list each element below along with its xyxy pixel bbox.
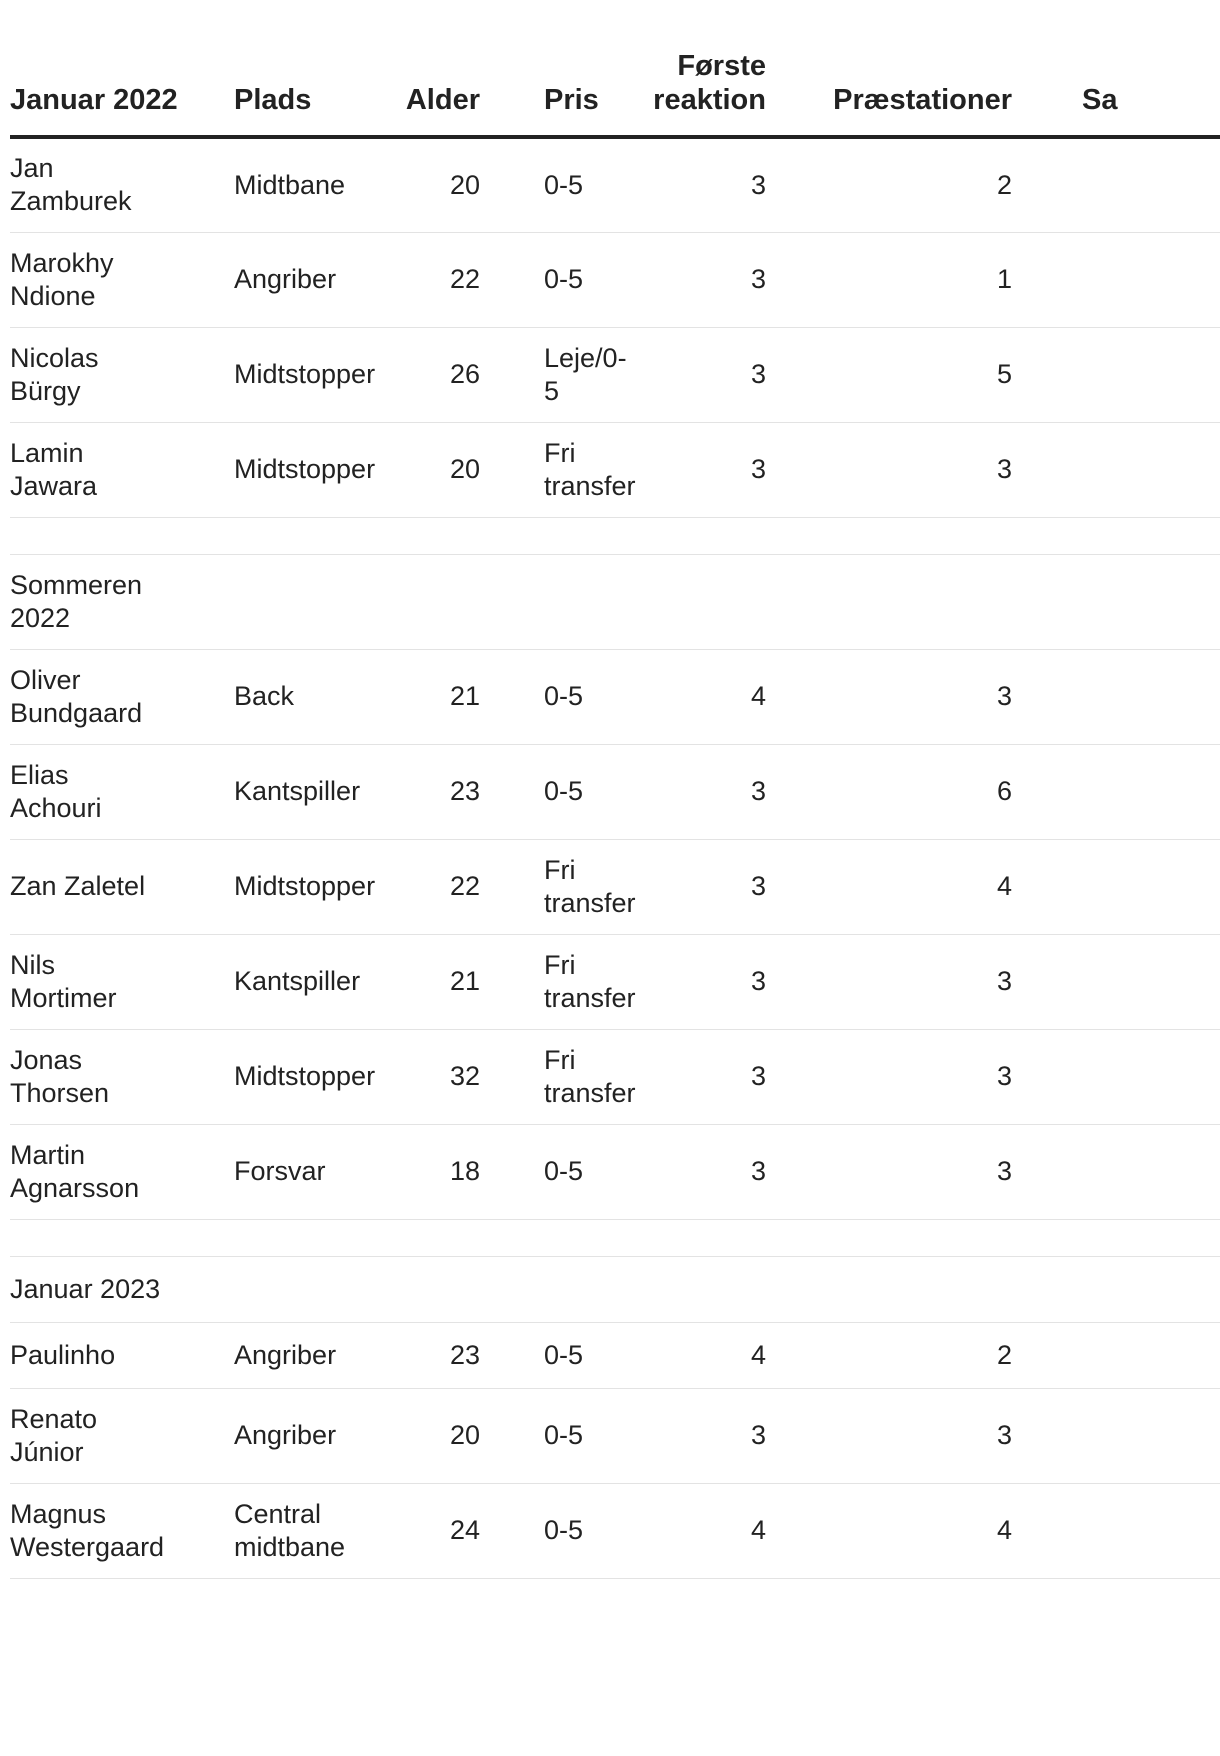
player-name: Jan Zamburek — [10, 137, 234, 232]
header-truncated[interactable]: Sa — [1017, 0, 1220, 137]
first-reaction: 4 — [590, 1322, 766, 1388]
header-forste-reaktion[interactable]: Første reaktion — [590, 0, 766, 137]
group-label: Sommeren 2022 — [10, 554, 234, 649]
first-reaction: 3 — [590, 422, 766, 517]
performance: 4 — [766, 1483, 1017, 1578]
player-name: Elias Achouri — [10, 744, 234, 839]
first-reaction: 3 — [590, 1124, 766, 1219]
header-pris[interactable]: Pris — [484, 0, 590, 137]
truncated-cell — [1017, 1388, 1220, 1483]
table-row[interactable] — [10, 1322, 1220, 1388]
first-reaction: 3 — [590, 1388, 766, 1483]
player-name: Oliver Bundgaard — [10, 649, 234, 744]
header-plads[interactable]: Plads — [234, 0, 384, 137]
table-row[interactable] — [10, 1483, 1220, 1578]
truncated-cell — [1017, 934, 1220, 1029]
player-age: 22 — [384, 839, 484, 934]
truncated-cell — [1017, 422, 1220, 517]
table-header-row — [10, 0, 1220, 137]
group-empty-cell — [484, 554, 590, 649]
truncated-cell — [1017, 327, 1220, 422]
player-price: 0-5 — [484, 744, 590, 839]
truncated-cell — [1017, 137, 1220, 232]
group-spacer-row — [10, 1219, 1220, 1256]
player-price: 0-5 — [484, 649, 590, 744]
truncated-cell — [1017, 1322, 1220, 1388]
header-praestationer[interactable]: Præstationer — [766, 0, 1017, 137]
table-row[interactable] — [10, 839, 1220, 934]
transfer-table — [10, 0, 1220, 1579]
truncated-cell — [1017, 1029, 1220, 1124]
player-position: Midtstopper — [234, 839, 384, 934]
table-row[interactable] — [10, 422, 1220, 517]
player-price: 0-5 — [484, 1388, 590, 1483]
player-position: Midtstopper — [234, 327, 384, 422]
group-empty-cell — [384, 1256, 484, 1322]
player-age: 24 — [384, 1483, 484, 1578]
header-januar-2022[interactable]: Januar 2022 — [10, 0, 234, 137]
performance: 3 — [766, 1124, 1017, 1219]
group-header-row — [10, 1256, 1220, 1322]
performance: 4 — [766, 839, 1017, 934]
player-age: 20 — [384, 137, 484, 232]
player-name: Zan Zaletel — [10, 839, 234, 934]
first-reaction: 3 — [590, 327, 766, 422]
player-name: Nils Mortimer — [10, 934, 234, 1029]
player-position: Forsvar — [234, 1124, 384, 1219]
group-spacer-cell — [10, 1219, 1220, 1256]
player-age: 22 — [384, 232, 484, 327]
group-spacer-row — [10, 517, 1220, 554]
player-position: Midtstopper — [234, 422, 384, 517]
player-price: 0-5 — [484, 1322, 590, 1388]
group-label: Januar 2023 — [10, 1256, 234, 1322]
first-reaction: 3 — [590, 137, 766, 232]
group-empty-cell — [766, 1256, 1017, 1322]
player-name: Martin Agnarsson — [10, 1124, 234, 1219]
player-position: Central midtbane — [234, 1483, 384, 1578]
group-empty-cell — [384, 554, 484, 649]
player-age: 21 — [384, 649, 484, 744]
player-age: 20 — [384, 422, 484, 517]
player-position: Angriber — [234, 232, 384, 327]
group-empty-cell — [234, 554, 384, 649]
player-name: Nicolas Bürgy — [10, 327, 234, 422]
player-name: Renato Júnior — [10, 1388, 234, 1483]
first-reaction: 3 — [590, 934, 766, 1029]
truncated-cell — [1017, 1124, 1220, 1219]
first-reaction: 3 — [590, 232, 766, 327]
table-row[interactable] — [10, 1388, 1220, 1483]
player-price: Fri transfer — [484, 422, 590, 517]
first-reaction: 3 — [590, 839, 766, 934]
player-price: 0-5 — [484, 232, 590, 327]
player-age: 21 — [384, 934, 484, 1029]
truncated-cell — [1017, 1483, 1220, 1578]
player-position: Kantspiller — [234, 934, 384, 1029]
group-empty-cell — [1017, 554, 1220, 649]
performance: 3 — [766, 649, 1017, 744]
table-row[interactable] — [10, 1124, 1220, 1219]
performance: 2 — [766, 1322, 1017, 1388]
player-name: Magnus Westergaard — [10, 1483, 234, 1578]
performance: 6 — [766, 744, 1017, 839]
performance: 3 — [766, 1388, 1017, 1483]
player-price: 0-5 — [484, 137, 590, 232]
group-empty-cell — [590, 554, 766, 649]
group-empty-cell — [234, 1256, 384, 1322]
table-row[interactable] — [10, 649, 1220, 744]
header-alder[interactable]: Alder — [384, 0, 484, 137]
first-reaction: 3 — [590, 744, 766, 839]
group-empty-cell — [766, 554, 1017, 649]
player-price: 0-5 — [484, 1124, 590, 1219]
player-position: Angriber — [234, 1322, 384, 1388]
player-price: 0-5 — [484, 1483, 590, 1578]
group-empty-cell — [1017, 1256, 1220, 1322]
truncated-cell — [1017, 232, 1220, 327]
player-age: 23 — [384, 744, 484, 839]
player-position: Midtstopper — [234, 1029, 384, 1124]
first-reaction: 4 — [590, 1483, 766, 1578]
table-row[interactable] — [10, 137, 1220, 232]
player-age: 18 — [384, 1124, 484, 1219]
group-spacer-cell — [10, 517, 1220, 554]
performance: 1 — [766, 232, 1017, 327]
group-empty-cell — [484, 1256, 590, 1322]
player-name: Marokhy Ndione — [10, 232, 234, 327]
player-age: 20 — [384, 1388, 484, 1483]
table-row[interactable] — [10, 327, 1220, 422]
player-name: Lamin Jawara — [10, 422, 234, 517]
player-name: Jonas Thorsen — [10, 1029, 234, 1124]
player-age: 26 — [384, 327, 484, 422]
player-position: Back — [234, 649, 384, 744]
player-price: Fri transfer — [484, 839, 590, 934]
first-reaction: 4 — [590, 649, 766, 744]
player-age: 32 — [384, 1029, 484, 1124]
player-price: Leje/0-5 — [484, 327, 590, 422]
first-reaction: 3 — [590, 1029, 766, 1124]
truncated-cell — [1017, 839, 1220, 934]
player-price: Fri transfer — [484, 1029, 590, 1124]
player-position: Angriber — [234, 1388, 384, 1483]
player-position: Midtbane — [234, 137, 384, 232]
player-price: Fri transfer — [484, 934, 590, 1029]
performance: 3 — [766, 934, 1017, 1029]
player-age: 23 — [384, 1322, 484, 1388]
performance: 2 — [766, 137, 1017, 232]
performance: 3 — [766, 422, 1017, 517]
truncated-cell — [1017, 744, 1220, 839]
table-row[interactable] — [10, 934, 1220, 1029]
group-empty-cell — [590, 1256, 766, 1322]
group-header-row — [10, 554, 1220, 649]
performance: 5 — [766, 327, 1017, 422]
truncated-cell — [1017, 649, 1220, 744]
player-position: Kantspiller — [234, 744, 384, 839]
player-name: Paulinho — [10, 1322, 234, 1388]
table-row[interactable] — [10, 744, 1220, 839]
performance: 3 — [766, 1029, 1017, 1124]
table-row[interactable] — [10, 232, 1220, 327]
table-row[interactable] — [10, 1029, 1220, 1124]
